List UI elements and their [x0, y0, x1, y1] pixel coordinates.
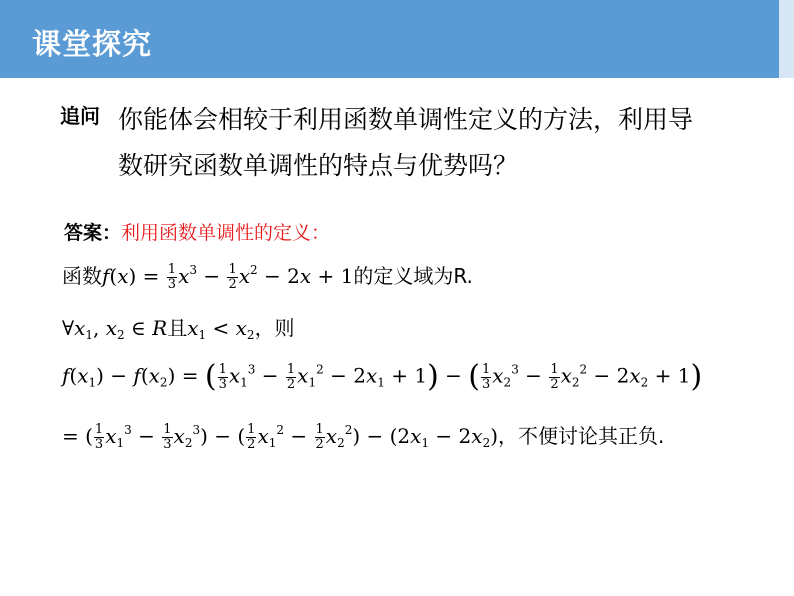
math-line-forall: $\forall x_1$, $x_2$ ∈ R且$x_1 < x_2$，则 — [62, 316, 295, 342]
math-line-function: 函数f(x) = $\frac{1}{3}$ $x^3$ − $\frac{1}{2}$ $x^2 - 2x + 1$的定义域为R. — [62, 262, 473, 292]
question-label: 追问 — [60, 104, 100, 128]
answer-prefix: 答案： — [64, 222, 122, 244]
math-line-regrouped: = ( $\frac{1}{3}$ $x_1^3$ − $\frac{1}{3}$ $x_2^3$) − ( $\frac{1}{2}$ $x_1^2$ − $\frac{1}{2}$ $x_2^2) - (2x_1 - 2x_2)$，不便讨论其正负. — [62, 422, 665, 452]
then-text: ，则 — [254, 316, 295, 340]
conclusion-text: ，不便讨论其正负. — [498, 424, 665, 448]
fraction: $\frac{1}{3}$ — [167, 262, 177, 292]
domain-prefix: 函数 — [62, 264, 102, 288]
header-edge — [779, 0, 794, 78]
domain-suffix: 的定义域为R. — [353, 264, 473, 288]
math-line-difference: $f(x_1) - f(x_2)$ = ( $\frac{1}{3}$ $x_1^3$ − $\frac{1}{2}$ $x_1^2 - 2x_1 + 1$) − ( $\frac{1}{3}$ $x_2^3$ − $\frac{1}{2}$ $x_2^2 - 2x_2 + 1$) — [62, 359, 703, 394]
forall-suffix: 且 — [167, 316, 188, 340]
answer-line — [64, 218, 330, 245]
page-title: 课堂探究 — [32, 27, 153, 61]
answer-text: 利用函数单调性的定义： — [121, 222, 331, 244]
header-banner — [0, 0, 794, 78]
question-line-1: 你能体会相较于利用函数单调性定义的方法，利用导 — [118, 105, 694, 134]
question-line-2: 数研究函数单调性的特点与优势吗？ — [118, 151, 519, 180]
fraction: $\frac{1}{2}$ — [228, 262, 237, 292]
